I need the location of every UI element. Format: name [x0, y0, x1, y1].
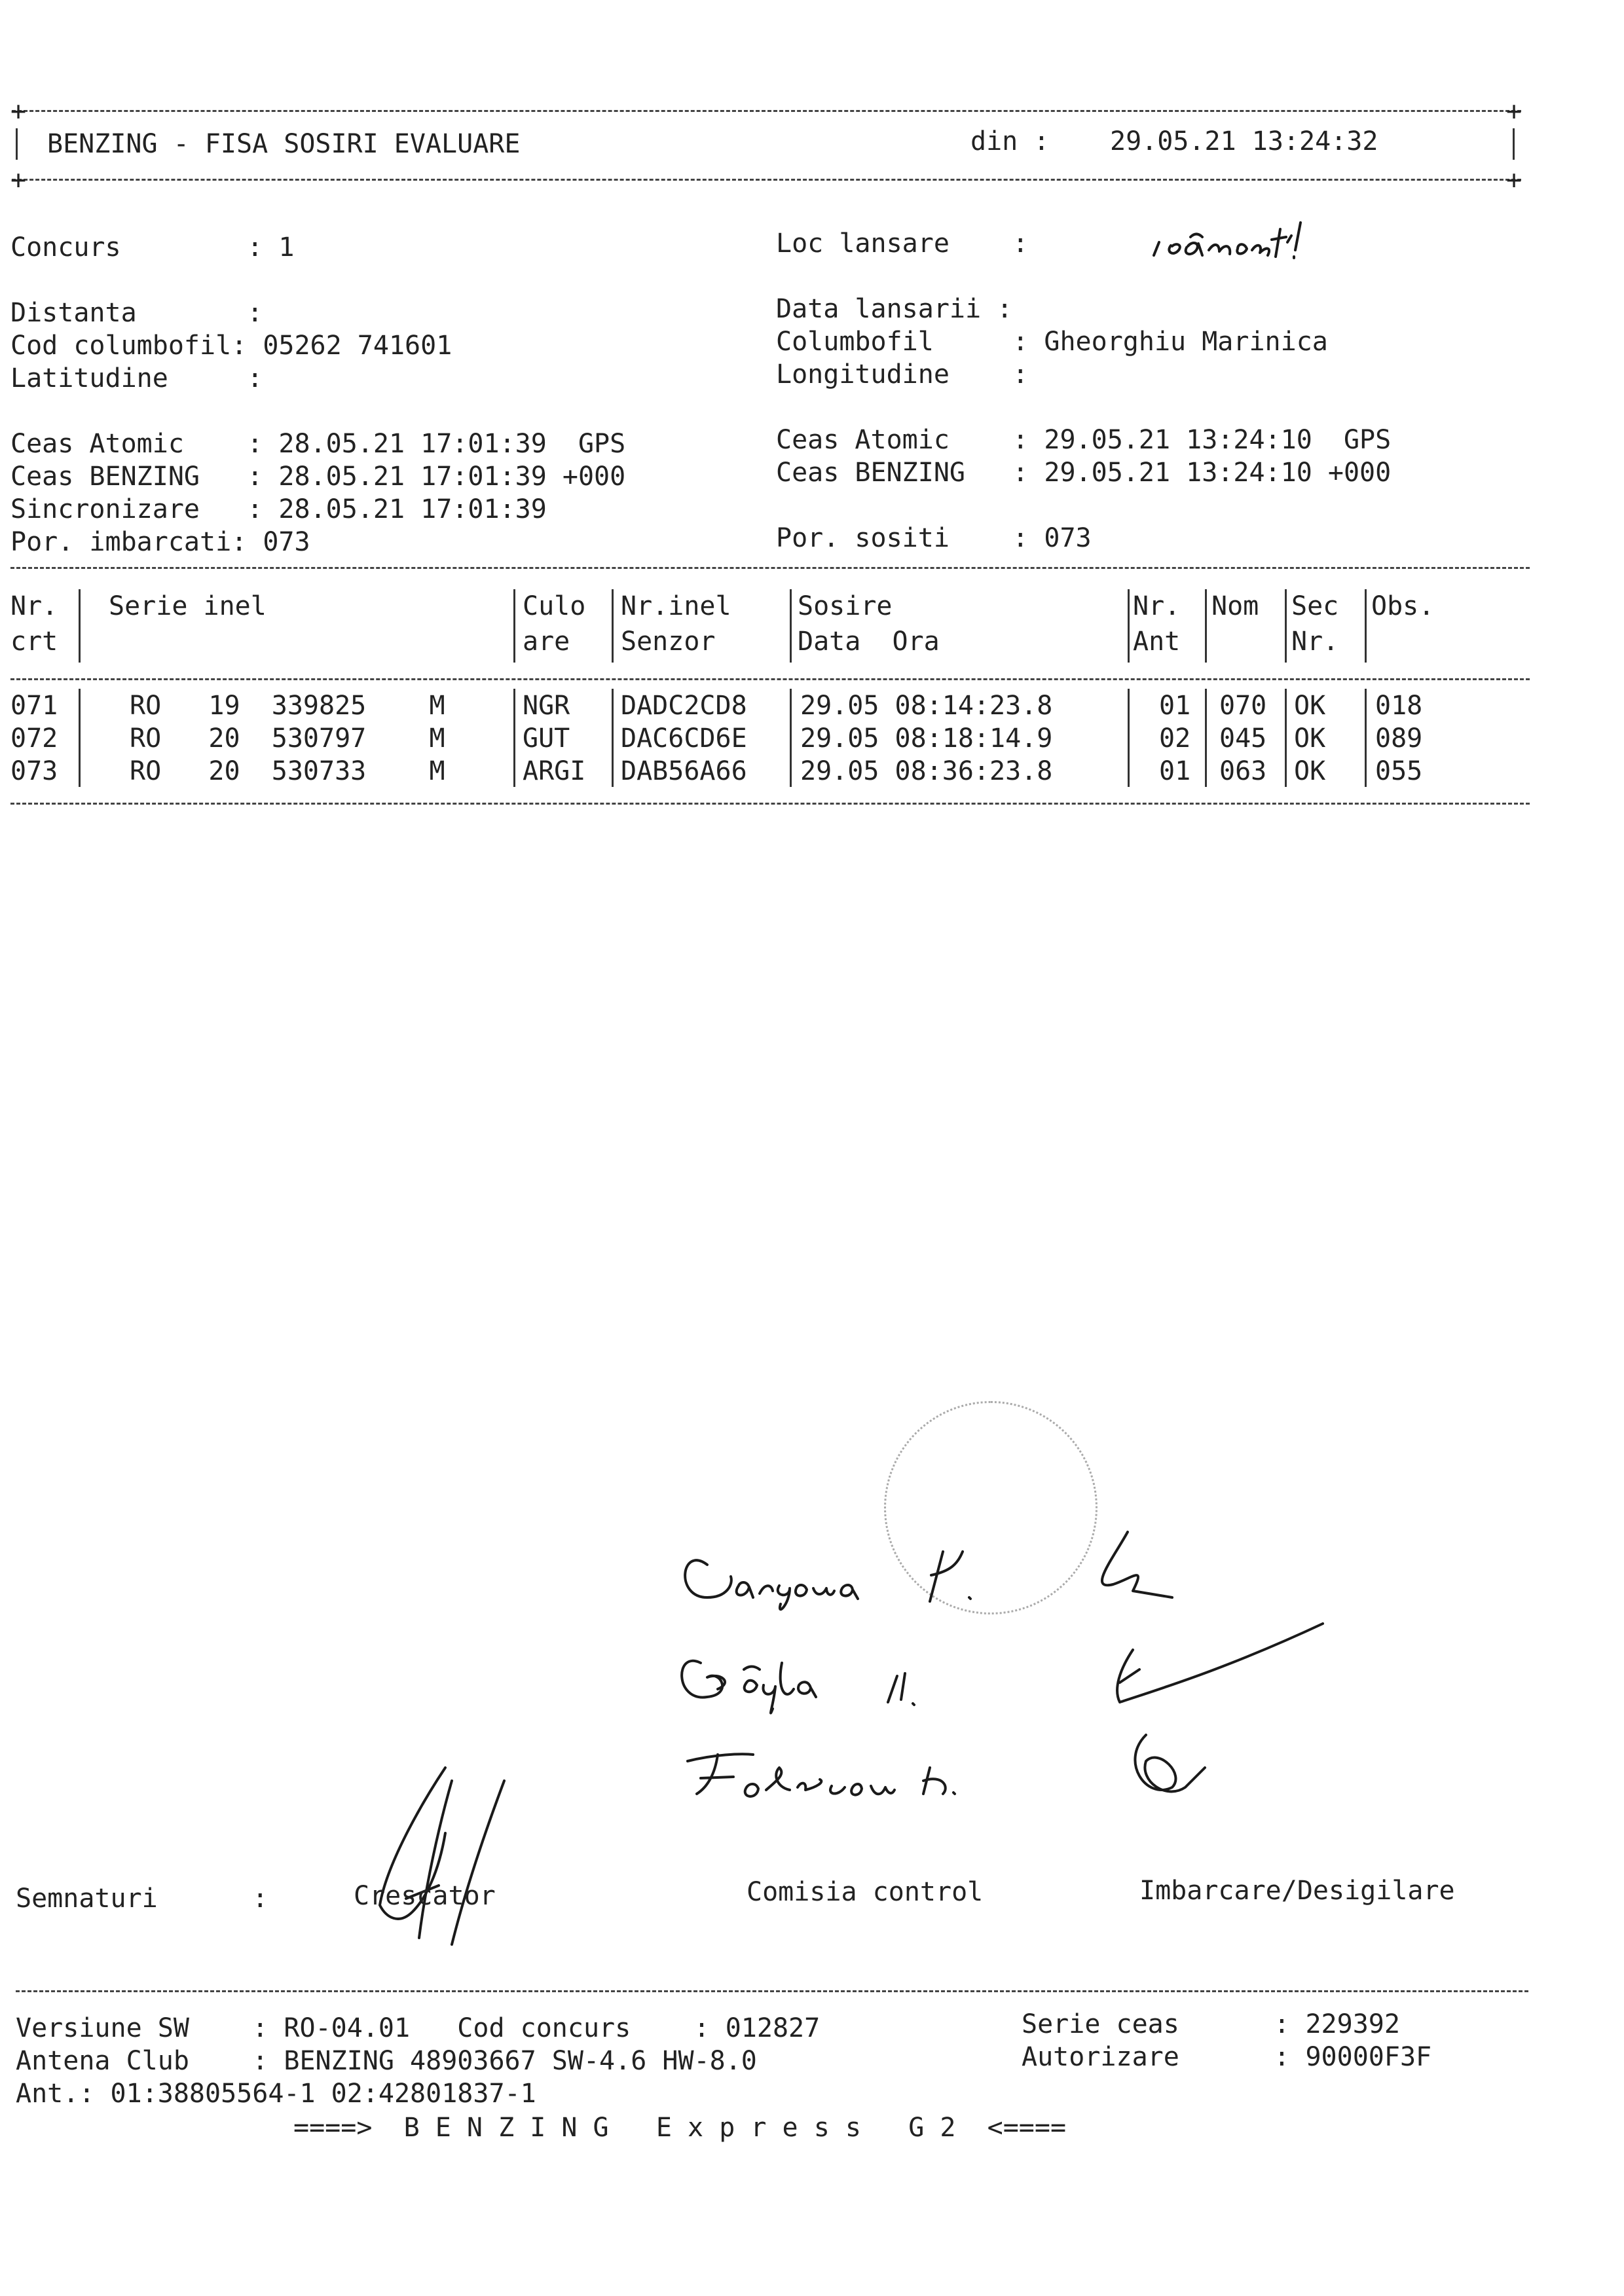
th-nrinel-2: Senzor	[621, 627, 716, 657]
cell-nom: 045	[1219, 723, 1267, 754]
handwritten-signature-names	[661, 1525, 1375, 1872]
cell-sec: OK	[1294, 691, 1326, 721]
table-vsep	[1205, 689, 1207, 787]
table-vsep	[1285, 689, 1287, 787]
footer-line2-left: Antena Club : BENZING 48903667 SW-4.6 HW-8.0	[16, 2046, 757, 2076]
signatures-label: Semnaturi :	[16, 1884, 268, 1914]
th-obs: Obs.	[1371, 591, 1435, 621]
table-vsep	[790, 689, 792, 787]
footer-rule	[16, 1990, 1528, 1992]
table-vsep	[1285, 589, 1287, 663]
header-bottom-rule	[12, 179, 1521, 181]
cell-nom: 063	[1219, 756, 1267, 786]
cell-serie: RO 20 530733 M	[130, 756, 445, 786]
table-vsep	[612, 689, 614, 787]
th-nrinel-1: Nr.inel	[621, 591, 731, 621]
cell-nom: 070	[1219, 691, 1267, 721]
header-corner-bl: +	[10, 165, 27, 195]
cell-ant: 02	[1159, 723, 1191, 754]
cell-sosire: 29.05 08:36:23.8	[800, 756, 1053, 786]
table-vsep	[612, 589, 614, 663]
info-sincronizare: Sincronizare : 28.05.21 17:01:39	[10, 494, 547, 524]
table-vsep	[1205, 589, 1207, 663]
cell-culoare: NGR	[523, 691, 570, 721]
handwritten-loc-lansare	[1146, 196, 1395, 275]
info-ceas-atomic-end: Ceas Atomic : 29.05.21 13:24:10 GPS	[776, 425, 1392, 455]
cell-obs: 018	[1375, 691, 1423, 721]
info-loc-lansare: Loc lansare :	[776, 228, 1029, 259]
info-latitudine: Latitudine :	[10, 363, 263, 393]
th-sosire-1: Sosire	[798, 591, 893, 621]
info-distanta: Distanta :	[10, 298, 263, 328]
cell-serie: RO 19 339825 M	[130, 691, 445, 721]
th-sec-2: Nr.	[1291, 627, 1339, 657]
info-por-imbarcati: Por. imbarcati: 073	[10, 527, 310, 557]
signature-crescator-label: Crescator	[354, 1881, 496, 1911]
info-data-lansarii: Data lansarii :	[776, 294, 1013, 324]
cell-nr: 073	[10, 756, 58, 786]
footer-line1-right: Serie ceas : 229392	[1022, 2009, 1400, 2039]
cell-nr: 072	[10, 723, 58, 754]
table-vsep	[513, 689, 515, 787]
info-ceas-atomic-start: Ceas Atomic : 28.05.21 17:01:39 GPS	[10, 429, 626, 459]
cell-obs: 089	[1375, 723, 1423, 754]
header-top-rule	[12, 110, 1521, 112]
info-columbofil: Columbofil : Gheorghiu Marinica	[776, 327, 1328, 357]
table-vsep	[1128, 589, 1130, 663]
th-sec-1: Sec	[1291, 591, 1339, 621]
header-right-border	[1513, 128, 1515, 160]
cell-obs: 055	[1375, 756, 1423, 786]
footer-line2-right: Autorizare : 90000F3F	[1022, 2042, 1432, 2072]
cell-senzor: DAC6CD6E	[621, 723, 747, 754]
cell-senzor: DAB56A66	[621, 756, 747, 786]
header-title: BENZING - FISA SOSIRI EVALUARE	[47, 129, 521, 159]
th-nr-2: crt	[10, 627, 58, 657]
table-vsep	[1365, 689, 1367, 787]
handwritten-signature-crescator	[341, 1755, 550, 1958]
table-vsep	[1128, 689, 1130, 787]
th-culoare-1: Culo	[523, 591, 586, 621]
table-bottom-rule	[10, 803, 1530, 805]
cell-ant: 01	[1159, 691, 1191, 721]
cell-sosire: 29.05 08:14:23.8	[800, 691, 1053, 721]
header-din-label: din :	[970, 126, 1050, 156]
footer-line4: ====> B E N Z I N G E x p r e s s G 2 <====	[293, 2113, 1067, 2143]
th-ant-1: Nr.	[1133, 591, 1181, 621]
th-sosire-2: Data Ora	[798, 627, 940, 657]
footer-line1-left: Versiune SW : RO-04.01 Cod concurs : 012827	[16, 2013, 821, 2043]
table-vsep	[79, 589, 81, 663]
info-concurs: Concurs : 1	[10, 232, 295, 263]
th-nr-1: Nr.	[10, 591, 58, 621]
footer-line3: Ant.: 01:38805564-1 02:42801837-1	[16, 2079, 536, 2109]
cell-culoare: ARGI	[523, 756, 586, 786]
cell-culoare: GUT	[523, 723, 570, 754]
header-left-border	[16, 128, 18, 160]
info-por-sositi: Por. sositi : 073	[776, 523, 1092, 553]
header-corner-br: +	[1506, 165, 1522, 195]
table-top-rule	[10, 567, 1530, 569]
table-vsep	[1365, 589, 1367, 663]
info-ceas-benzing-start: Ceas BENZING : 28.05.21 17:01:39 +000	[10, 462, 626, 492]
th-culoare-2: are	[523, 627, 570, 657]
table-header-rule	[10, 678, 1530, 680]
signature-comisia-label: Comisia control	[747, 1877, 984, 1907]
table-vsep	[513, 589, 515, 663]
signature-imbarcare-label: Imbarcare/Desigilare	[1139, 1876, 1455, 1906]
th-nom: Nom	[1211, 591, 1259, 621]
info-longitudine: Longitudine :	[776, 359, 1029, 390]
header-corner-tr: +	[1506, 96, 1522, 126]
table-vsep	[79, 689, 81, 787]
header-din-value: 29.05.21 13:24:32	[1110, 126, 1378, 156]
cell-ant: 01	[1159, 756, 1191, 786]
cell-sec: OK	[1294, 756, 1326, 786]
header-corner-tl: +	[10, 96, 27, 126]
cell-sec: OK	[1294, 723, 1326, 754]
th-serie: Serie inel	[109, 591, 267, 621]
cell-sosire: 29.05 08:18:14.9	[800, 723, 1053, 754]
info-ceas-benzing-end: Ceas BENZING : 29.05.21 13:24:10 +000	[776, 458, 1392, 488]
cell-nr: 071	[10, 691, 58, 721]
th-ant-2: Ant	[1133, 627, 1181, 657]
cell-serie: RO 20 530797 M	[130, 723, 445, 754]
table-vsep	[790, 589, 792, 663]
cell-senzor: DADC2CD8	[621, 691, 747, 721]
info-cod-columbofil: Cod columbofil: 05262 741601	[10, 331, 452, 361]
